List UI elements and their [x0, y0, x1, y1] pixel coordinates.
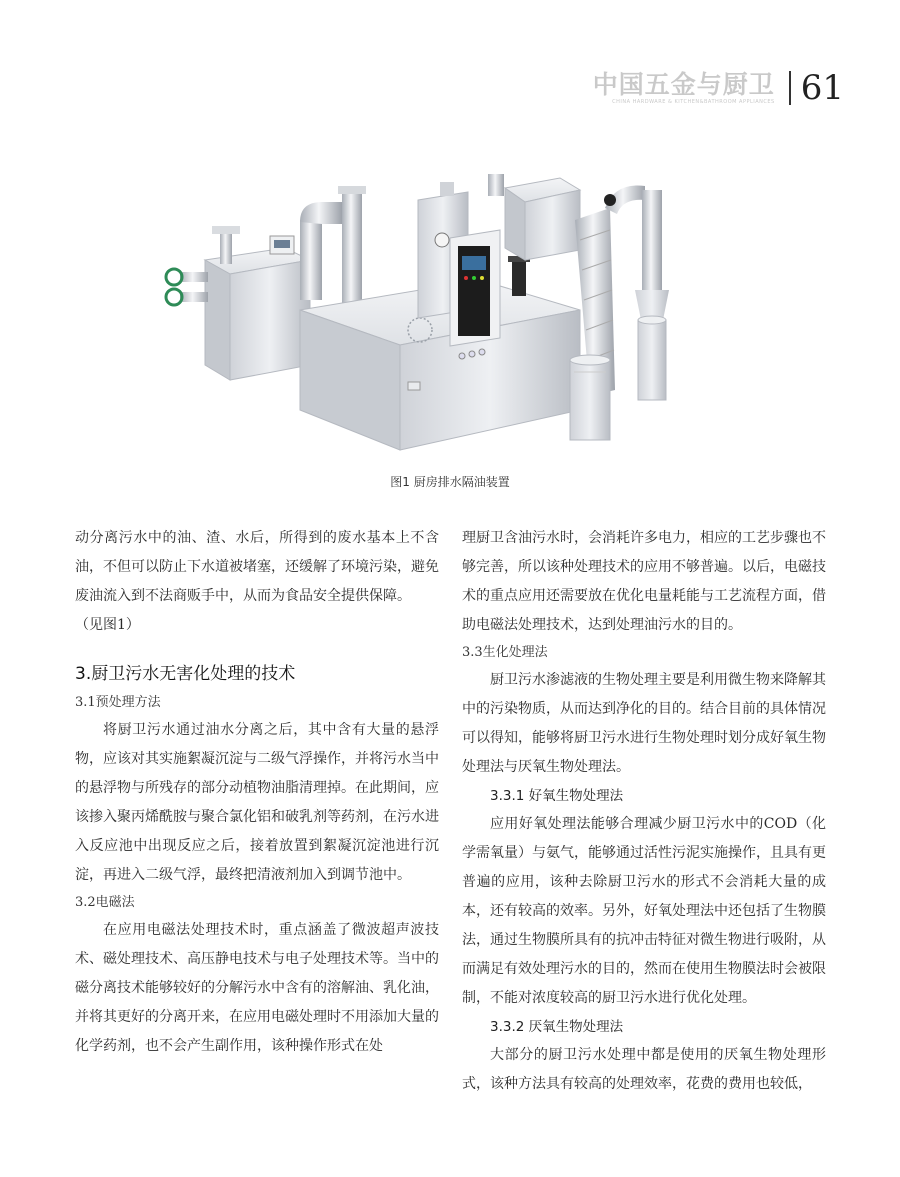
left-tank-side	[205, 260, 230, 380]
right-column	[462, 524, 826, 1099]
page-header	[593, 68, 844, 108]
section-3-1-heading: 3.1预处理方法	[75, 695, 161, 710]
section-3-3-1-heading: 3.3.1 好氧生物处理法	[490, 788, 624, 804]
oil-separator-illustration	[150, 160, 710, 460]
section-3-3-2-heading: 3.3.2 厌氧生物处理法	[490, 1019, 624, 1035]
panel-knob-2	[469, 351, 475, 357]
motor	[512, 260, 526, 296]
section-3-3-2-body: 大部分的厨卫污水处理中都是使用的厌氧生物处理形式，该种方法具有较高的处理效率，花费的费用也较低，	[462, 1047, 826, 1092]
right-collection-bin	[638, 320, 666, 400]
valve-wheel-upper	[166, 269, 182, 285]
tall-pipe-1	[300, 220, 322, 300]
drain-outlet	[408, 382, 420, 390]
section-3-2-body: 在应用电磁法处理技术时，重点涵盖了微波超声波技术、磁处理技术、高压静电技术与电子处理技术等。当中的磁分离技术能够较好的分解污水中含有的溶解油、乳化油，并将其更好的分离开来，在应用电磁处理时不用添加大量的化学药剂，也不会产生副作用，该种操作形式在处	[75, 922, 439, 1054]
header-divider	[789, 71, 791, 105]
pipe-elbow	[300, 202, 342, 224]
conveyor-motor	[604, 194, 616, 206]
section-3-1-body: 将厨卫污水通过油水分离之后，其中含有大量的悬浮物，应该对其实施絮凝沉淀与二级气浮操作，并将污水当中的悬浮物与所残存的部分动植物油脂清理掉。在此期间，应该掺入聚丙烯酰胺与聚合氯化铝和破乳剂等药剂，在污水进入反应池中出现反应之后，接着放置到絮凝沉淀池进行沉淀，再进入二级气浮，最终把清液剂加入到调节池中。	[75, 722, 439, 883]
section-3-2-continued: 理厨卫含油污水时，会消耗许多电力，相应的工艺步骤也不够完善，所以该种处理技术的应用不够普遍。以后，电磁技术的重点应用还需要放在优化电量耗能与工艺流程方面，借助电磁法处理技术，达到处理油污水的目的。	[462, 530, 826, 633]
separator-inlet	[488, 174, 504, 196]
panel-knob-3	[479, 349, 485, 355]
pressure-gauge	[435, 233, 449, 247]
panel-knob-1	[459, 353, 465, 359]
figure-reference: （见图1）	[75, 617, 140, 633]
left-pipe-flange	[212, 226, 240, 234]
section-3-2-heading: 3.2电磁法	[75, 895, 135, 910]
left-vertical-pipe	[220, 230, 232, 264]
section-3-3-1-body: 应用好氧处理法能够合理减少厨卫污水中的COD（化学需氧量）与氨气，能够通过活性污泥实施操作，且具有更普遍的应用，该种去除厨卫污水的形式不会消耗大量的成本，还有较高的效率。另外，好氧处理法中还包括了生物膜法，通过生物膜所具有的抗冲击特征对微生物进行吸附，从而满足有效处理污水的目的，然而在使用生物膜法时会被限制，不能对浓度较高的厨卫污水进行优化处理。	[462, 816, 826, 1006]
page-number: 61	[800, 68, 844, 108]
separator-front	[525, 190, 580, 260]
masthead-subtitle: CHINA HARDWARE & KITCHEN&BATHROOM APPLIANCES	[612, 98, 775, 105]
control-panel-screen	[462, 256, 486, 270]
inlet-pipe-lower	[180, 292, 208, 302]
tall-pipe-2	[342, 190, 362, 310]
section-3-3-heading: 3.3生化处理法	[462, 645, 548, 660]
valve-wheel-lower	[166, 289, 182, 305]
masthead	[592, 69, 775, 105]
figure-caption: 图1 厨房排水隔油装置	[390, 475, 510, 489]
upper-box-cap	[440, 182, 454, 196]
left-column	[75, 524, 439, 1061]
right-column-pipe	[642, 190, 662, 290]
indicator-green	[472, 276, 476, 280]
left-tank-front	[230, 260, 310, 380]
indicator-red	[464, 276, 468, 280]
indicator-yellow	[480, 276, 484, 280]
tall-pipe-2-flange	[338, 186, 366, 194]
figure-oil-separator	[150, 160, 710, 460]
section-3-3-body: 厨卫污水渗滤液的生物处理主要是利用微生物来降解其中的污染物质，从而达到净化的目的。结合目前的具体情况可以得知，能够将厨卫污水进行生物处理时划分成好氧生物处理法与厌氧生物处理法。	[462, 672, 826, 775]
masthead-title: 中国五金与厨卫	[592, 69, 775, 99]
control-box-display	[274, 240, 290, 248]
section-3-heading: 3.厨卫污水无害化处理的技术	[75, 664, 296, 684]
inlet-pipe-upper	[180, 272, 208, 282]
intro-paragraph: 动分离污水中的油、渣、水后，所得到的废水基本上不含油，不但可以防止下水道被堵塞，还缓解了环境污染，避免废油流入到不法商贩手中，从而为食品安全提供保障。	[75, 530, 439, 604]
